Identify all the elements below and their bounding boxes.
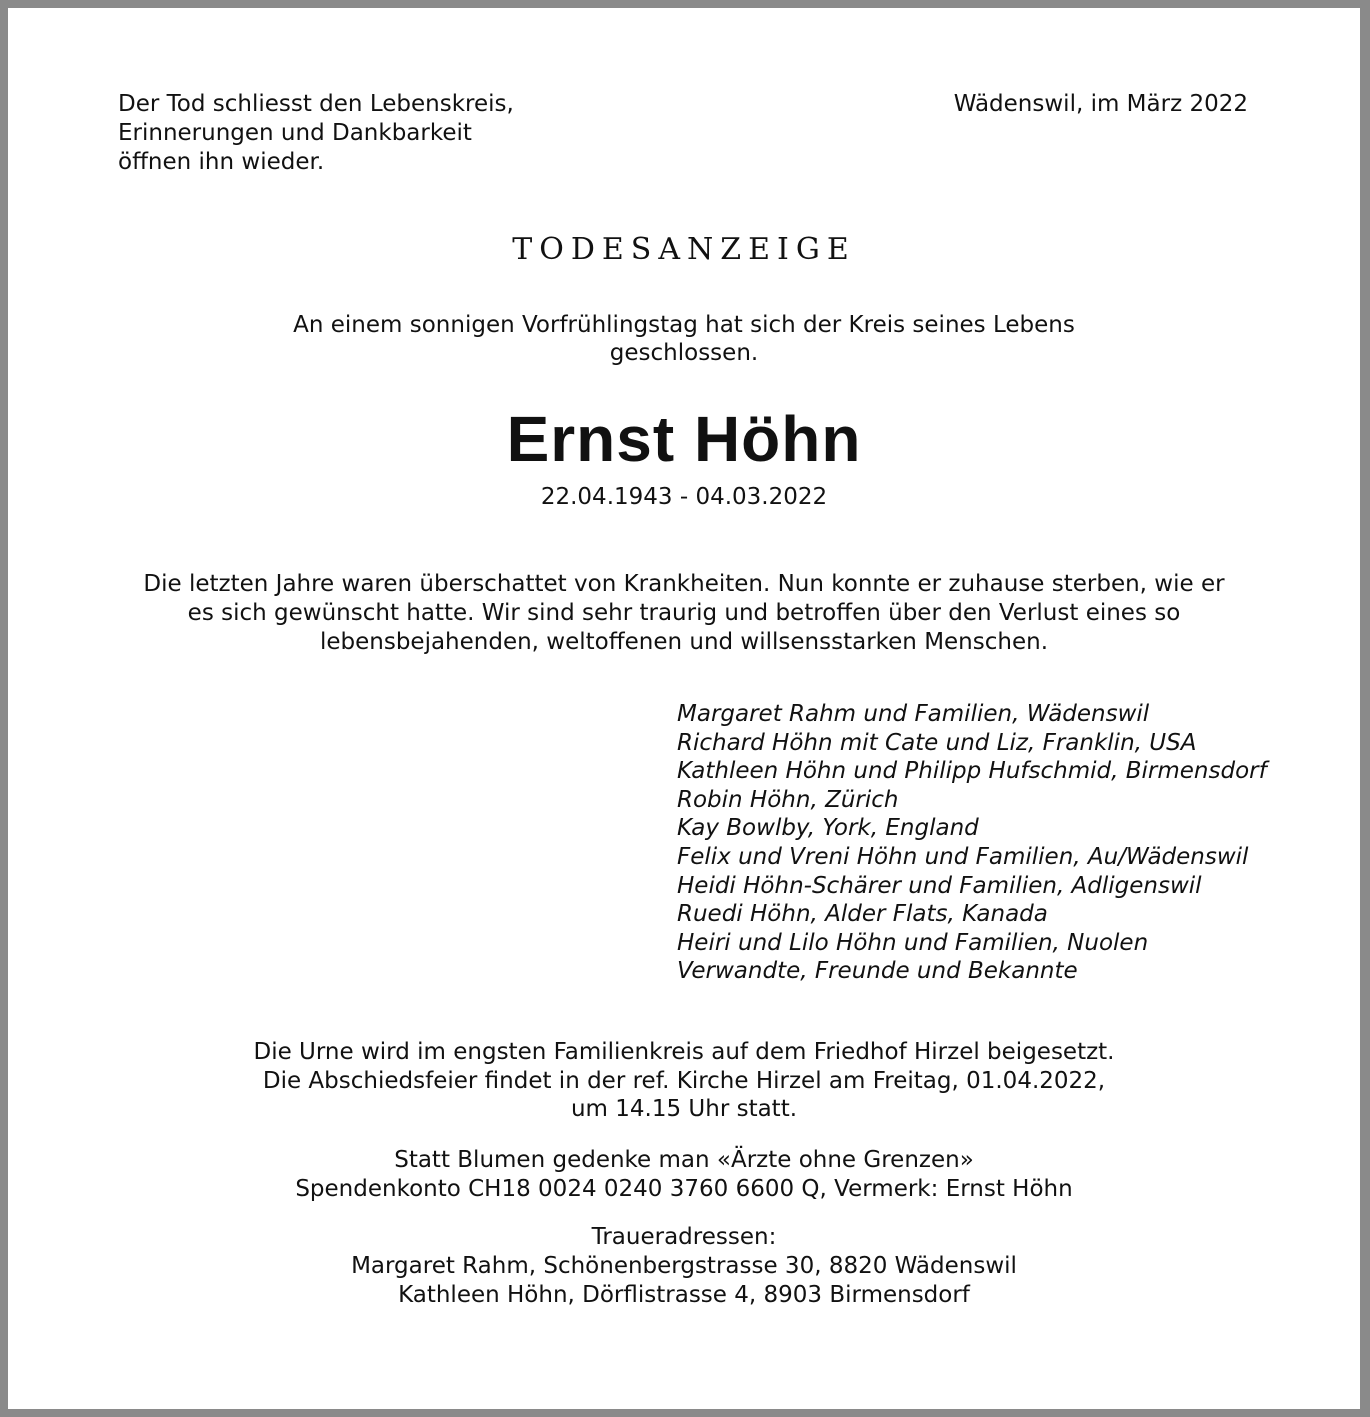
place-date: Wädenswil, im März 2022	[953, 91, 1248, 117]
mourning-addresses	[8, 1223, 1360, 1310]
intro-line: An einem sonnigen Vorfrühlingstag hat sich der Kreis seines Lebens	[293, 312, 1075, 338]
list-item: Verwandte, Freunde und Bekannte	[677, 958, 1078, 985]
list-item: Richard Höhn mit Cate und Liz, Franklin, USA	[677, 729, 1197, 756]
body-line: lebensbejahenden, weltoffenen und willsensstarken Menschen.	[319, 629, 1049, 655]
obituary-page	[8, 8, 1360, 1409]
address-line: Margaret Rahm, Schönenbergstrasse 30, 8820 Wädenswil	[351, 1253, 1017, 1279]
body-line: Die letzten Jahre waren überschattet von Krankheiten. Nun konnte er zuhause sterben, wie er	[143, 571, 1225, 597]
address-line: Kathleen Höhn, Dörflistrasse 4, 8903 Birmensdorf	[398, 1282, 970, 1308]
quote-line: öffnen ihn wieder.	[118, 149, 325, 175]
funeral-line: um 14.15 Uhr statt.	[570, 1096, 798, 1122]
quote-block	[118, 90, 678, 177]
body-text	[8, 570, 1360, 657]
life-dates: 22.04.1943 - 04.03.2022	[540, 484, 828, 510]
list-item: Kay Bowlby, York, England	[677, 815, 979, 842]
quote-line: Der Tod schliesst den Lebenskreis,	[118, 91, 514, 117]
list-item: Felix und Vreni Höhn und Familien, Au/Wädenswil	[677, 843, 1249, 870]
list-item: Kathleen Höhn und Philipp Hufschmid, Birmensdorf	[677, 758, 1267, 785]
list-item: Ruedi Höhn, Alder Flats, Kanada	[677, 901, 1048, 928]
mourners-list	[677, 700, 1337, 986]
funeral-line: Die Urne wird im engsten Familienkreis auf dem Friedhof Hirzel beigesetzt.	[253, 1039, 1115, 1065]
funeral-line: Die Abschiedsfeier findet in der ref. Kirche Hirzel am Freitag, 01.04.2022,	[262, 1067, 1106, 1094]
intro-line: geschlossen.	[609, 340, 759, 366]
donation-line: Spendenkonto CH18 0024 0240 3760 6600 Q, Vermerk: Ernst Höhn	[295, 1176, 1073, 1202]
funeral-info	[8, 1038, 1360, 1124]
list-item: Heidi Höhn-Schärer und Familien, Adligenswil	[677, 872, 1202, 899]
list-item: Margaret Rahm und Familien, Wädenswil	[677, 701, 1150, 727]
page-title: TODESANZEIGE	[512, 232, 856, 267]
body-line: es sich gewünscht hatte. Wir sind sehr traurig und betroffen über den Verlust eines so	[187, 600, 1181, 626]
donation-line: Statt Blumen gedenke man «Ärzte ohne Grenzen»	[394, 1147, 974, 1173]
addresses-label: Traueradressen:	[591, 1224, 777, 1250]
intro-text	[8, 311, 1360, 367]
list-item: Robin Höhn, Zürich	[677, 786, 899, 813]
quote-line: Erinnerungen und Dankbarkeit	[118, 120, 472, 146]
list-item: Heiri und Lilo Höhn und Familien, Nuolen	[677, 929, 1149, 956]
donation-info	[8, 1146, 1360, 1204]
deceased-name: Ernst Höhn	[506, 403, 862, 475]
